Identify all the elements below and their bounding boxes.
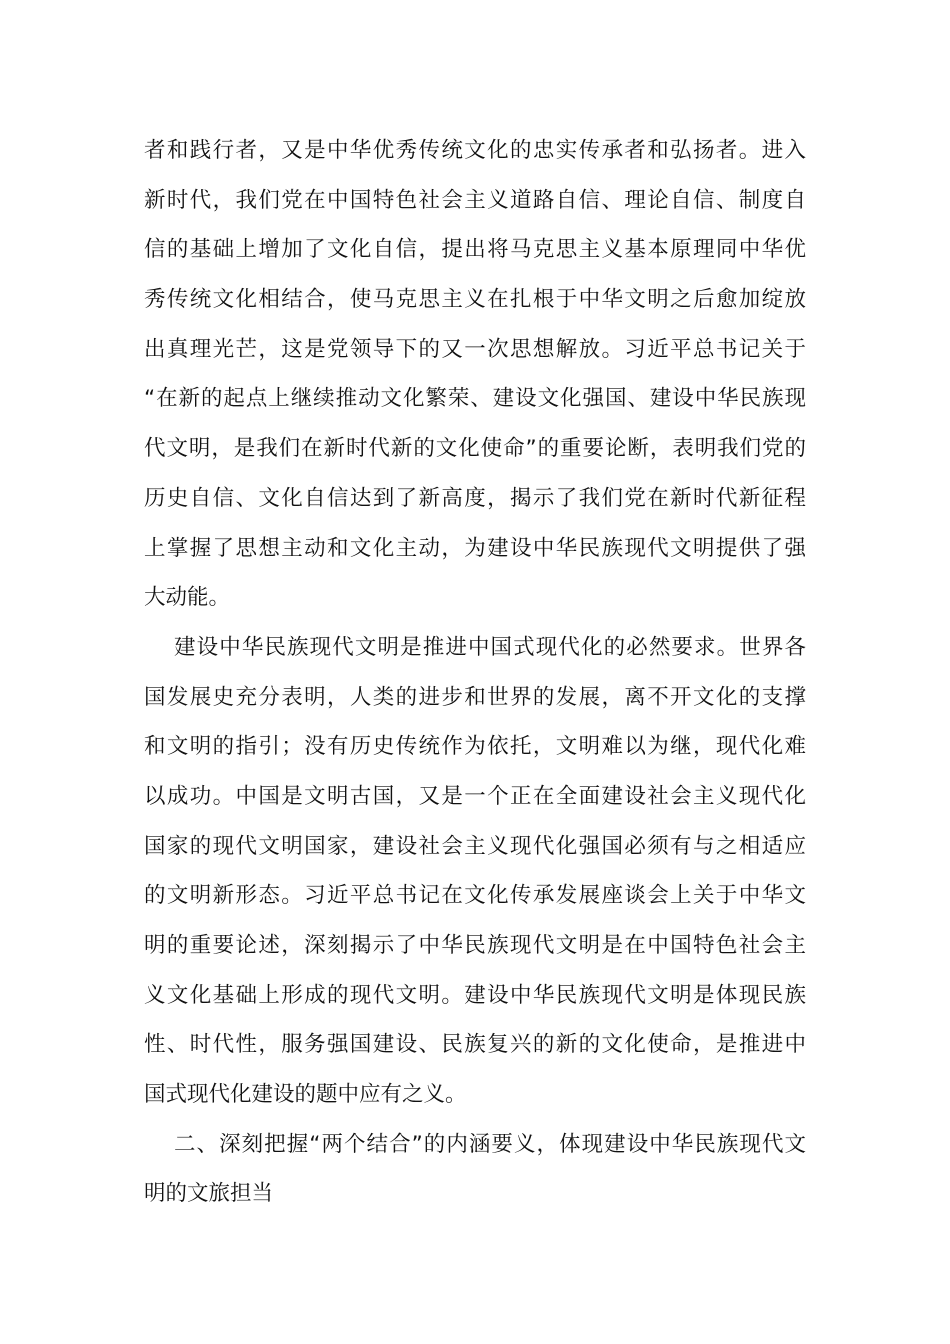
- text-line: 国式现代化建设的题中应有之义。: [144, 1082, 467, 1108]
- text-line: 和文明的指引；没有历史传统作为依托，文明难以为继，现代化难: [144, 734, 806, 760]
- section-heading: [144, 1120, 806, 1219]
- text-line: 建设中华民族现代文明是推进中国式现代化的必然要求。世界各: [174, 634, 806, 660]
- text-line: 者和践行者，又是中华优秀传统文化的忠实传承者和弘扬者。进入: [144, 138, 806, 163]
- text-line: 上掌握了思想主动和文化主动，为建设中华民族现代文明提供了强: [144, 535, 806, 561]
- text-line: 信的基础上增加了文化自信，提出将马克思主义基本原理同中华优: [144, 237, 806, 263]
- heading-line: 明的文旅担当: [144, 1181, 274, 1207]
- text-line: 的文明新形态。习近平总书记在文化传承发展座谈会上关于中华文: [144, 883, 806, 909]
- text-line: 国家的现代文明国家，建设社会主义现代化强国必须有与之相适应: [144, 833, 806, 859]
- text-line: 以成功。中国是文明古国，又是一个正在全面建设社会主义现代化: [144, 783, 806, 809]
- text-line: 历史自信、文化自信达到了新高度，揭示了我们党在新时代新征程: [144, 485, 806, 511]
- document-body: [144, 126, 806, 1219]
- text-line: 义文化基础上形成的现代文明。建设中华民族现代文明是体现民族: [144, 982, 806, 1008]
- heading-line: 二、深刻把握“两个结合”的内涵要义，体现建设中华民族现代文: [174, 1131, 806, 1157]
- text-line: 代文明，是我们在新时代新的文化使命”的重要论断，表明我们党的: [144, 436, 806, 462]
- text-line: 出真理光芒，这是党领导下的又一次思想解放。习近平总书记关于: [144, 336, 806, 362]
- text-line: “在新的起点上继续推动文化繁荣、建设文化强国、建设中华民族现: [144, 386, 806, 412]
- text-line: 秀传统文化相结合，使马克思主义在扎根于中华文明之后愈加绽放: [144, 287, 806, 313]
- text-line: 大动能。: [144, 585, 231, 611]
- text-line: 性、时代性，服务强国建设、民族复兴的新的文化使命，是推进中: [144, 1032, 806, 1058]
- paragraph-2: [144, 623, 806, 1120]
- text-line: 新时代，我们党在中国特色社会主义道路自信、理论自信、制度自: [144, 187, 806, 213]
- text-line: 明的重要论述，深刻揭示了中华民族现代文明是在中国特色社会主: [144, 933, 806, 958]
- paragraph-1: [144, 126, 806, 623]
- text-line: 国发展史充分表明，人类的进步和世界的发展，离不开文化的支撑: [144, 684, 806, 710]
